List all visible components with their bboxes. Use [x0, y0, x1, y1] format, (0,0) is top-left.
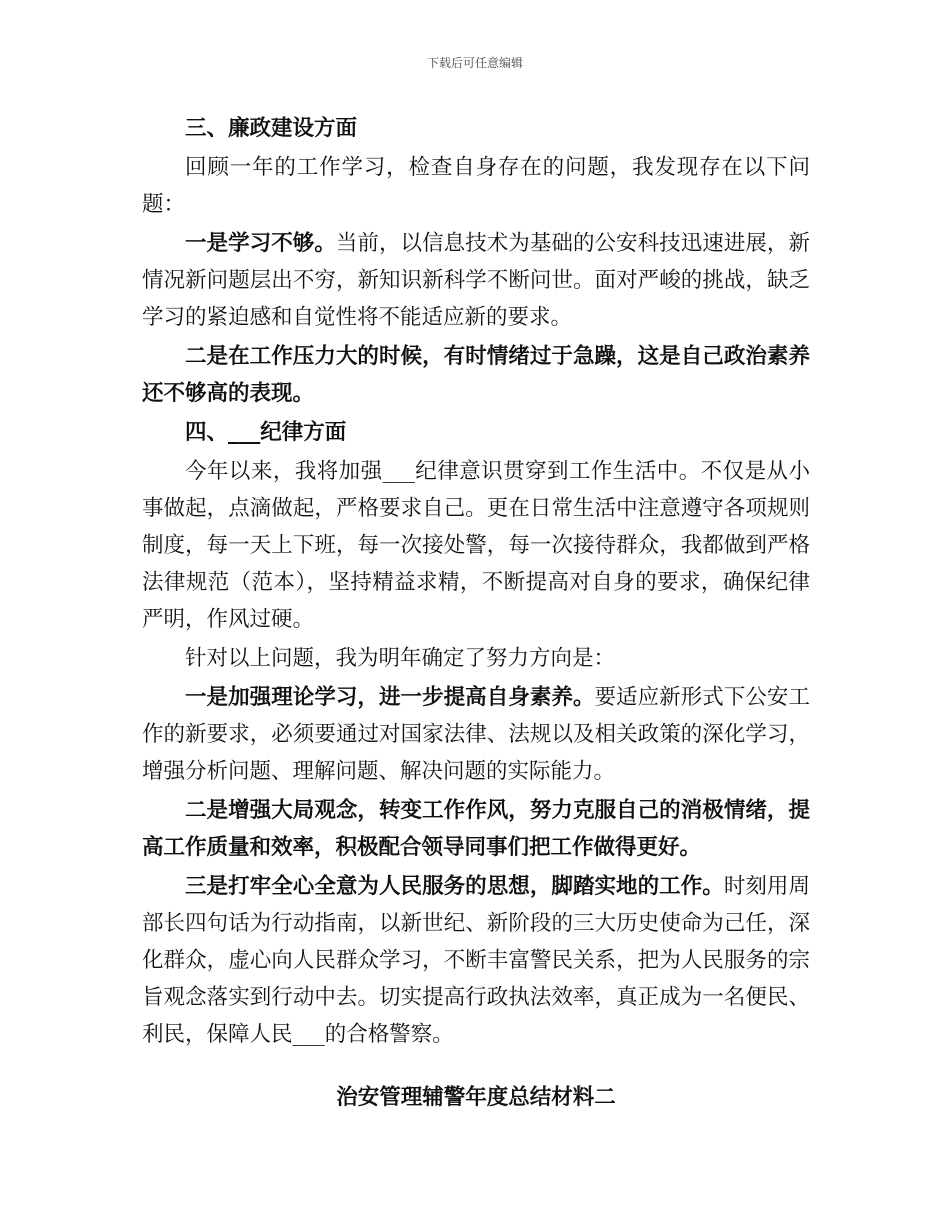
paragraph-insufficient-study: [142, 225, 810, 336]
paragraph-theory-study: [142, 679, 810, 790]
heading-anti-corruption: 三、廉政建设方面: [185, 116, 358, 141]
paragraph-text: 时刻用周部长四句话为行动指南，以新世纪、新阶段的三大历史使命为己任，深化群众，虚心向人民群众学习，不断丰富警民关系，把为人民服务的宗旨观念落实到行动中去。切实提高行政执法效率，真正成为一名便民、利民，保障人民___的合格警察。: [142, 874, 810, 1047]
bold-lead: 三是打牢全心全意为人民服务的思想，脚踏实地的工作。: [185, 874, 724, 899]
paragraph-text: 当前，以信息技术为基础的公安科技迅速进展，新情况新问题层出不穷，新知识新科学不断问世。面对严峻的挑战，缺乏学习的紧迫感和自觉性将不能适应新的要求。: [142, 231, 810, 330]
paragraph-direction-intro: 针对以上问题，我为明年确定了努力方向是：: [185, 646, 616, 671]
bold-lead: 一是学习不够。: [185, 231, 336, 256]
document-body: [142, 110, 810, 1118]
bold-lead: 一是加强理论学习，进一步提高自身素养。: [185, 685, 595, 710]
paragraph-review: 回顾一年的工作学习，检查自身存在的问题，我发现存在以下问题：: [142, 155, 810, 217]
paragraph-text: 要适应新形式下公安工作的新要求，必须要通过对国家法律、法规以及相关政策的深化学习，增强分析问题、理解问题、解决问题的实际能力。: [142, 685, 810, 784]
section-title: 治安管理辅警年度总结材料二: [336, 1085, 616, 1110]
paragraph-overall-view: 二是增强大局观念，转变工作作风，努力克服自己的消极情绪，提高工作质量和效率，积极配合领导同事们把工作做得更好。: [142, 798, 810, 860]
paragraph-impatience: 二是在工作压力大的时候，有时情绪过于急躁，这是自己政治素养还不够高的表现。: [142, 344, 810, 406]
paragraph-discipline: 今年以来，我将加强___纪律意识贯穿到工作生活中。不仅是从小事做起，点滴做起，严格要求自己。更在日常生活中注意遵守各项规则制度，每一天上下班，每一次接处警，每一次接待群众，我都做到严格法律规范（范本），坚持精益求精，不断提高对自身的要求，确保纪律严明，作风过硬。: [142, 459, 810, 632]
paragraph-serve-people: [142, 868, 810, 1053]
heading-discipline: 四、___纪律方面: [185, 420, 347, 445]
header-note: 下载后可任意编辑: [426, 56, 523, 70]
